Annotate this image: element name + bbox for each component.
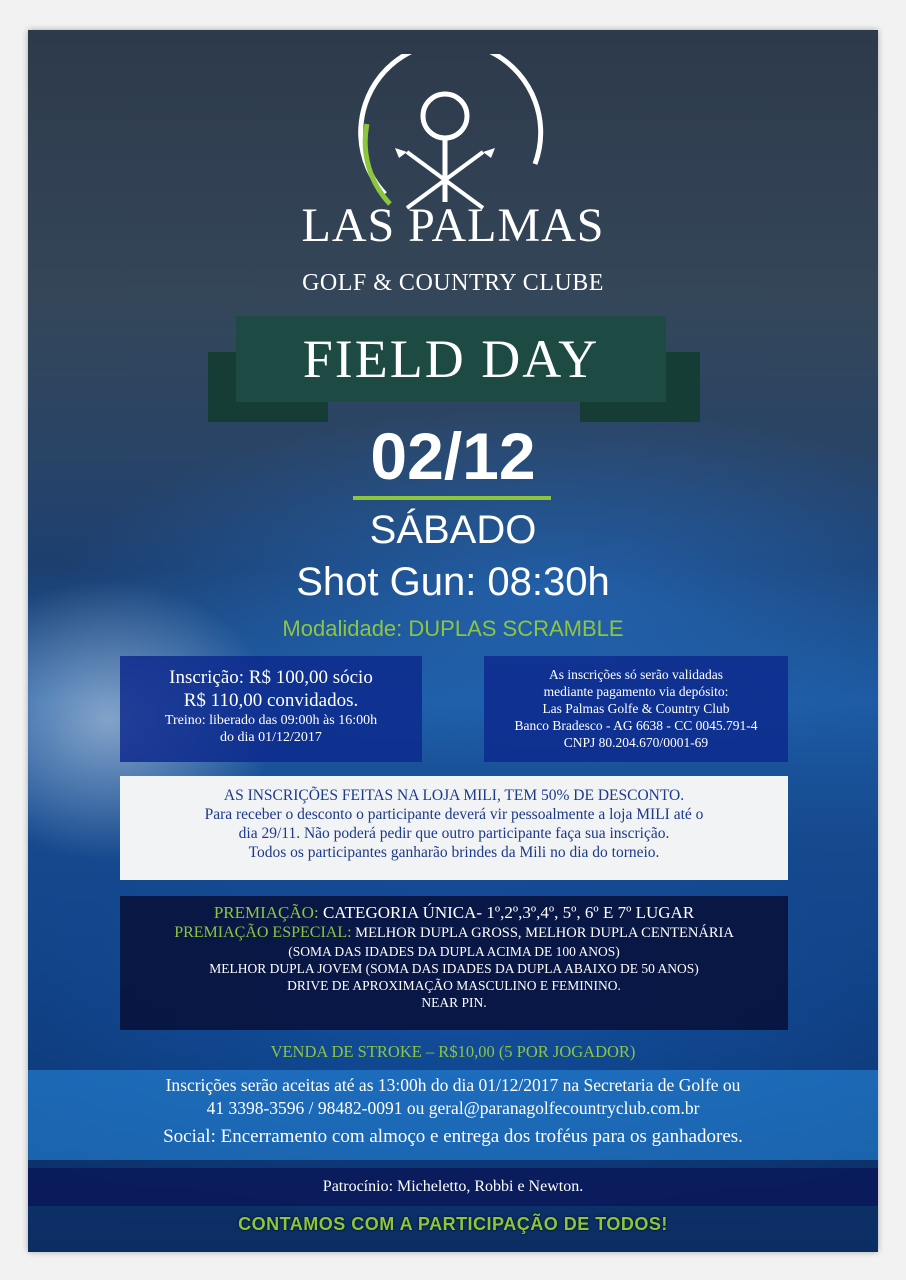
special-prize-text: MELHOR DUPLA GROSS, MELHOR DUPLA CENTENÁRIA: [351, 925, 734, 941]
event-title: FIELD DAY: [302, 329, 600, 389]
training-hours: Treino: liberado das 09:00h às 16:00h: [164, 713, 378, 728]
special-prize-label: PREMIAÇÃO ESPECIAL:: [174, 924, 352, 941]
payment-line: mediante pagamento via depósito:: [543, 684, 729, 699]
prize-line-main: [120, 902, 788, 923]
prizes-box: [120, 896, 788, 1030]
event-date: 02/12: [370, 419, 536, 493]
prize-label: PREMIAÇÃO:: [213, 903, 319, 922]
shotgun-time: Shot Gun: 08:30h: [296, 560, 610, 604]
mili-line: dia 29/11. Não poderá pedir que outro participante faça sua inscrição.: [238, 825, 670, 842]
payment-line: CNPJ 80.204.670/0001-69: [563, 735, 709, 750]
registration-price-guest: R$ 110,00 convidados.: [183, 690, 359, 711]
mili-line: AS INSCRIÇÕES FEITAS NA LOJA MILI, TEM 50% DE DESCONTO.: [223, 787, 685, 804]
club-subtitle: GOLF & COUNTRY CLUBE: [302, 270, 604, 296]
payment-box: [484, 656, 788, 762]
club-name: LAS PALMAS: [301, 199, 605, 252]
registration-box: [120, 656, 422, 762]
sponsors-band: Patrocínio: Micheletto, Robbi e Newton.: [28, 1168, 878, 1206]
footer-call: CONTAMOS COM A PARTICIPAÇÃO DE TODOS!: [238, 1214, 668, 1234]
info-band: [28, 1070, 878, 1160]
stroke-sale: VENDA DE STROKE – R$10,00 (5 POR JOGADOR): [270, 1042, 636, 1061]
contact-line: 41 3398-3596 / 98482-0091 ou geral@paranagolfecountryclub.com.br: [206, 1098, 700, 1118]
prize-line: NEAR PIN.: [421, 995, 487, 1010]
payment-line: As inscrições só serão validadas: [549, 667, 723, 682]
prize-line: (SOMA DAS IDADES DA DUPLA ACIMA DE 100 ANOS): [288, 944, 620, 959]
date-underline: [353, 496, 551, 500]
prize-text: CATEGORIA ÚNICA- 1º,2º,3º,4º, 5º, 6º E 7º LUGAR: [318, 903, 695, 922]
poster: [28, 30, 878, 1252]
prize-line: MELHOR DUPLA JOVEM (SOMA DAS IDADES DA DUPLA ABAIXO DE 50 ANOS): [209, 961, 699, 976]
event-modality: Modalidade: DUPLAS SCRAMBLE: [282, 616, 624, 641]
mili-discount-box: [120, 776, 788, 880]
event-day: SÁBADO: [369, 508, 537, 552]
prize-line-special: [120, 923, 788, 943]
mili-line: Todos os participantes ganharão brindes da Mili no dia do torneio.: [248, 844, 660, 861]
mili-line: Para receber o desconto o participante deverá vir pessoalmente a loja MILI até o: [204, 806, 704, 823]
training-date: do dia 01/12/2017: [220, 730, 322, 745]
registration-deadline: Inscrições serão aceitas até as 13:00h do dia 01/12/2017 na Secretaria de Golfe ou: [165, 1075, 741, 1095]
payment-line: Banco Bradesco - AG 6638 - CC 0045.791-4: [514, 718, 758, 733]
payment-line: Las Palmas Golfe & Country Club: [542, 701, 730, 716]
registration-price-member: Inscrição: R$ 100,00 sócio: [169, 667, 373, 688]
prize-line: DRIVE DE APROXIMAÇÃO MASCULINO E FEMININO.: [287, 978, 621, 993]
social-line: Social: Encerramento com almoço e entrega dos troféus para os ganhadores.: [163, 1126, 743, 1147]
